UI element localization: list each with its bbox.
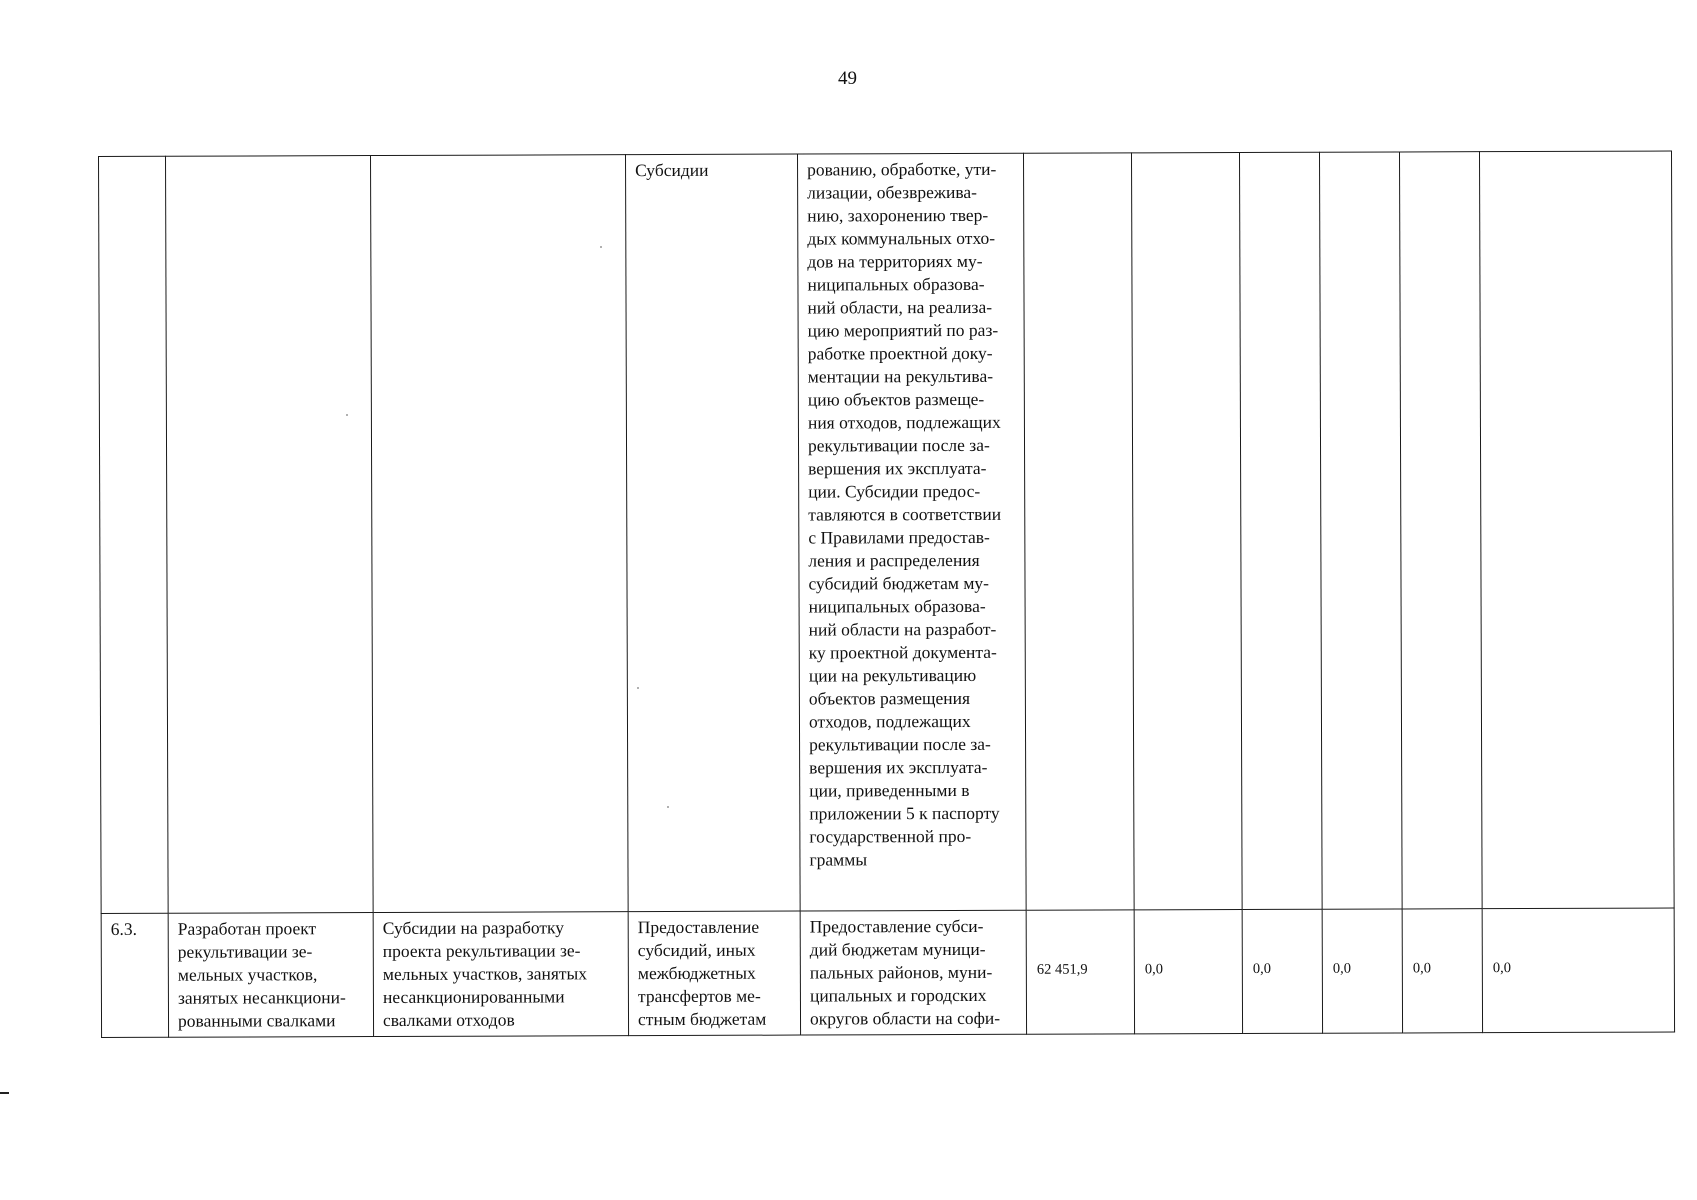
- program-table-sheet: [98, 151, 1674, 1034]
- cell-value: 0,0: [1242, 909, 1322, 1033]
- table-row: [101, 908, 1674, 1037]
- cell-value: 0,0: [1402, 909, 1482, 1033]
- cell-index: [99, 156, 169, 913]
- cell-value: [1399, 152, 1482, 909]
- cell-value: 0,0: [1322, 909, 1402, 1033]
- scan-speck: [667, 806, 669, 808]
- scan-speck: [346, 414, 348, 416]
- cell-mechanism: Предоставление субсидий, иных межбюджетных трансфертов ме- стным бюджетам: [628, 911, 800, 1036]
- cell-activity: Субсидии на разработку проекта рекультивации зе- мельных участков, занятых несанкционированными свалками отходов: [373, 912, 628, 1037]
- cell-activity: [371, 155, 629, 913]
- table-row: [99, 151, 1675, 913]
- cell-mechanism: Субсидии: [625, 154, 800, 912]
- cell-index: 6.3.: [101, 913, 168, 1037]
- cell-value: [1239, 152, 1322, 909]
- cell-value: 0,0: [1134, 910, 1242, 1034]
- cell-value: 0,0: [1482, 908, 1674, 1033]
- cell-result: [166, 156, 374, 914]
- cell-value: [1023, 153, 1134, 910]
- cell-value: [1131, 153, 1242, 910]
- cell-value: [1479, 151, 1674, 909]
- scan-edge-mark: [0, 1092, 9, 1094]
- page-number: 49: [838, 68, 857, 89]
- cell-result: Разработан проект рекультивации зе- мельных участков, занятых несанкциони- рованными свалками: [168, 913, 373, 1038]
- program-table: [98, 151, 1675, 1038]
- scan-speck: [600, 246, 602, 248]
- cell-description: рованию, обработке, ути- лизации, обезврежива- нию, захоронению твер- дых коммунальных отхо- дов на территориях му- ниципальных образова- ний области, на реализа- цию мероприятий по раз- работке проектной доку- ментации на рекультива- цию объектов размеще- ния отходов, подлежащих рекультивации после за- вершения их эксплуата- ции. Субсидии предос- тавляются в соответствии с Правилами предостав- ления и распределения субсидий бюджетам му- ниципальных образова- ний области на разработ- ку проектной документа- ции на рекультивацию объектов размещения отходов, подлежащих рекультивации после за- вершения их эксплуата- ции, приведенными в приложении 5 к паспорту государственной про- граммы: [797, 153, 1026, 911]
- scan-speck: [637, 687, 639, 689]
- cell-value: [1319, 152, 1402, 909]
- cell-value: 62 451,9: [1026, 910, 1134, 1034]
- cell-description: Предоставление субси- дий бюджетам муници- пальных районов, муни- ципальных и городских округов области на софи-: [800, 910, 1026, 1035]
